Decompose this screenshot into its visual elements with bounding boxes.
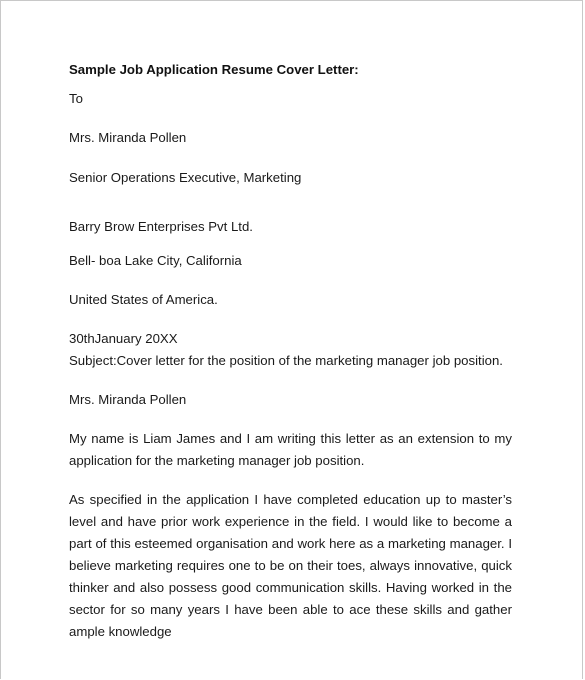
recipient-name: Mrs. Miranda Pollen	[69, 130, 187, 145]
company-name: Barry Brow Enterprises Pvt Ltd.	[69, 219, 253, 234]
recipient-title: Senior Operations Executive, Marketing	[69, 170, 302, 185]
letter-subject: Subject:Cover letter for the position of the marketing manager job position.	[69, 353, 503, 368]
company-city: Bell- boa Lake City, California	[69, 253, 242, 268]
body-paragraph-1: My name is Liam James and I am writing this letter as an extension to my application for the marketing manager job position.	[69, 431, 512, 468]
body-paragraph-2: As specified in the application I have completed education up to master’s level and have prior work experience in the field. I would like to become a part of this esteemed organisation and work here as a marketing manager. I believe marketing requires one to be on their toes, always innovative, quick thinker and also possess good communication skills. Having worked in the sector for so many years I have been able to ace these skills and gather ample knowledge	[69, 492, 512, 639]
salutation: Mrs. Miranda Pollen	[69, 392, 187, 407]
letter-title: Sample Job Application Resume Cover Letter:	[69, 62, 359, 77]
company-country: United States of America.	[69, 292, 218, 307]
to-label: To	[69, 91, 83, 106]
letter-date: 30thJanuary 20XX	[69, 331, 178, 346]
